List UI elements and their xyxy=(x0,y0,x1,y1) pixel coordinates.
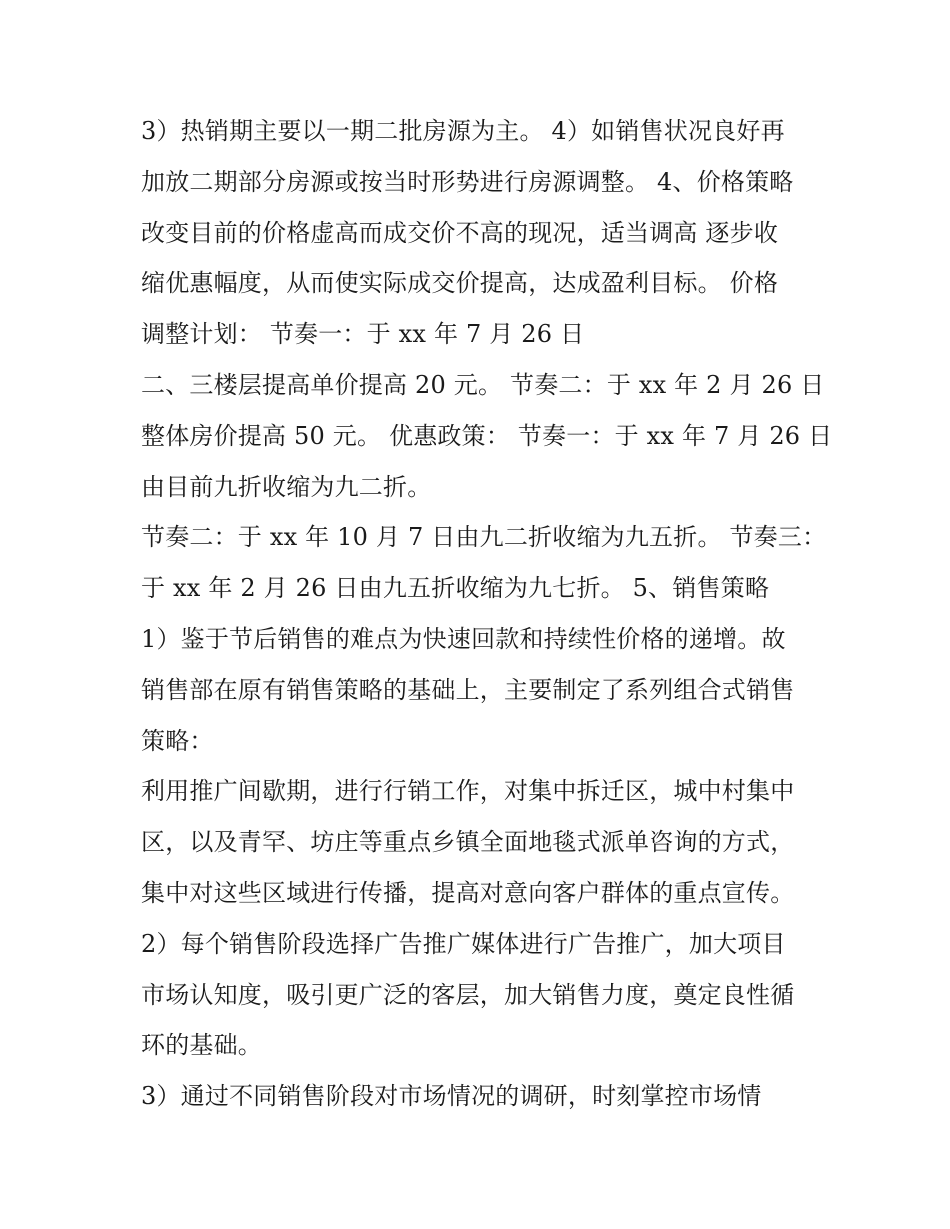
text-line: 区，以及青罕、坊庄等重点乡镇全面地毯式派单咨询的方式， xyxy=(141,828,795,857)
text-line: 1）鉴于节后销售的难点为快速回款和持续性价格的递增。故 xyxy=(141,624,786,653)
text-line: 3）热销期主要以一期二批房源为主。 4）如销售状况良好再 xyxy=(141,117,785,145)
text-line: 调整计划： 节奏一：于 xx 年 7 月 26 日 xyxy=(141,320,585,349)
text-line: 二、三楼层提高单价提高 20 元。 节奏二：于 xx 年 2 月 26 日 xyxy=(141,370,825,399)
text-line: 节奏二：于 xx 年 10 月 7 日由九二折收缩为九五折。 节奏三： xyxy=(141,523,827,552)
text-line: 利用推广间歇期，进行行销工作，对集中拆迁区，城中村集中 xyxy=(141,777,795,806)
text-line: 市场认知度，吸引更广泛的客层，加大销售力度，奠定良性循 xyxy=(141,980,795,1009)
text-line: 3）通过不同销售阶段对市场情况的调研，时刻掌控市场情 xyxy=(141,1082,762,1111)
text-line: 销售部在原有销售策略的基础上，主要制定了系列组合式销售 xyxy=(141,675,795,704)
text-line: 2）每个销售阶段选择广告推广媒体进行广告推广，加大项目 xyxy=(141,929,786,958)
text-line: 策略： xyxy=(141,726,214,755)
text-line: 集中对这些区域进行传播，提高对意向客户群体的重点宣传。 xyxy=(141,878,795,907)
text-line: 环的基础。 xyxy=(141,1031,262,1060)
text-line: 缩优惠幅度，从而使实际成交价提高，达成盈利目标。 价格 xyxy=(141,269,779,298)
text-line: 加放二期部分房源或按当时形势进行房源调整。 4、价格策略 xyxy=(141,167,794,196)
text-line: 由目前九折收缩为九二折。 xyxy=(141,472,432,501)
text-line: 整体房价提高 50 元。 优惠政策： 节奏一：于 xx 年 7 月 26 日 xyxy=(141,421,833,450)
text-line: 于 xx 年 2 月 26 日由九五折收缩为九七折。 5、销售策略 xyxy=(141,574,770,603)
body-text xyxy=(141,106,833,1122)
text-line: 改变目前的价格虚高而成交价不高的现况，适当调高 逐步收 xyxy=(141,218,779,247)
